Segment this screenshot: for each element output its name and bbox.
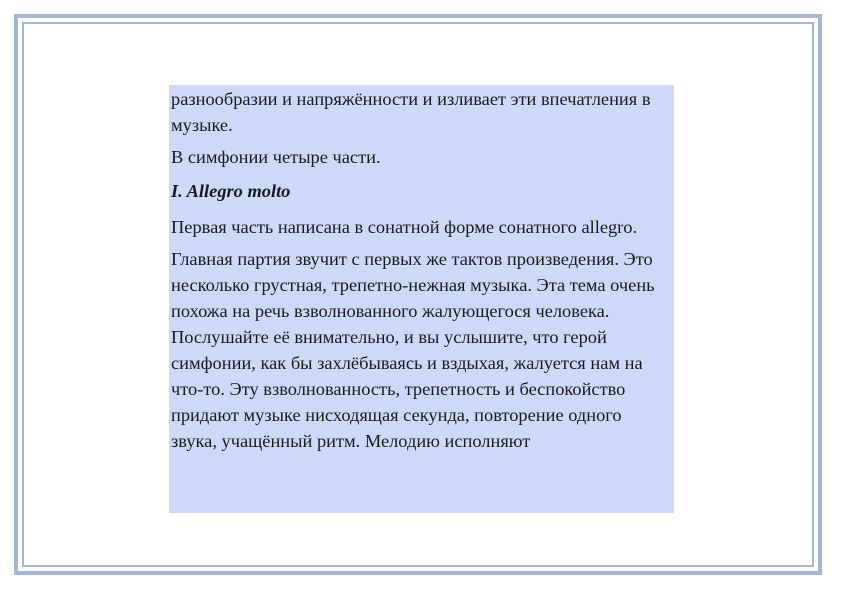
paragraph-parts-count: В симфонии четыре части. xyxy=(171,147,381,167)
section-heading: I. Allegro molto xyxy=(171,181,291,201)
paragraph-intro: разнообразии и напряжённости и изливает эти впечатления в музыке. xyxy=(171,89,651,135)
paragraph-main-theme: Главная партия звучит с первых же тактов произведения. Это несколько грустная, трепетно-нежная музыка. Эта тема очень похожа на речь взволнованного жалующегося человека. Послушайте её внимательно, и вы услышите, что герой симфонии, как бы захлёбываясь и вздыхая, жалуется нам на что-то. Эту взволнованность, трепетность и беспокойство придают музыке нисходящая секунда, повторение одного звука, учащённый ритм. Мелодию исполняют xyxy=(171,249,655,451)
paragraph-form: Первая часть написана в сонатной форме сонатного allegro. xyxy=(171,217,638,237)
text-block xyxy=(169,85,674,513)
